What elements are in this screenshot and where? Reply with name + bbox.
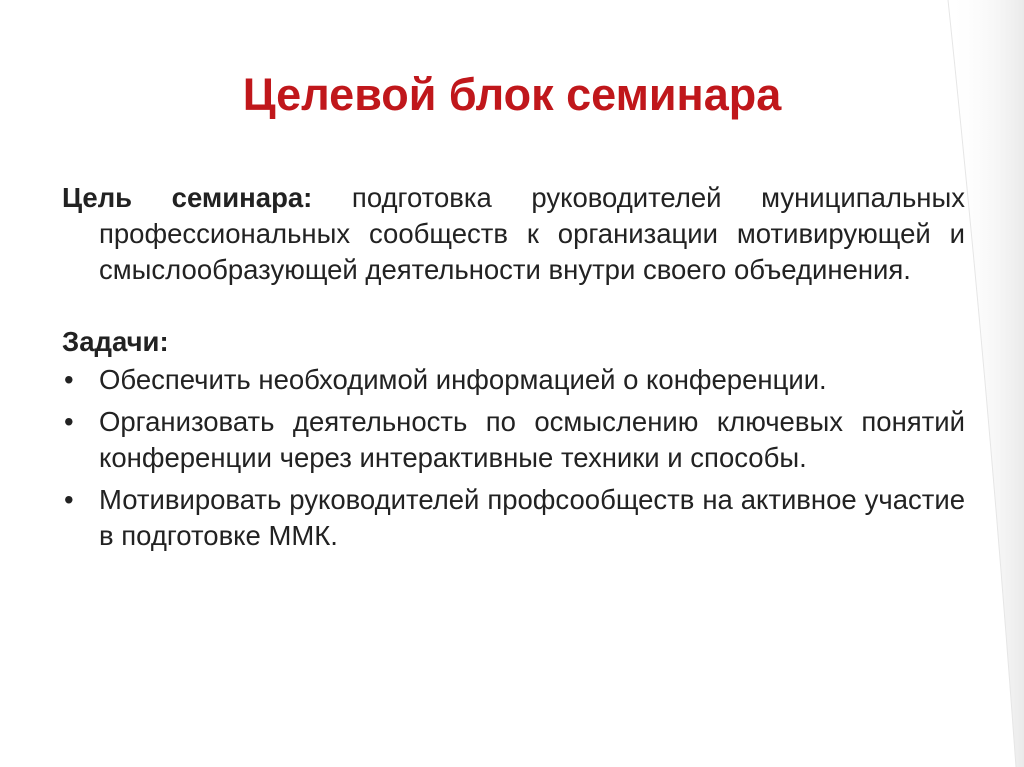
goal-label: Цель семинара: [62, 182, 313, 213]
task-list [62, 362, 965, 554]
task-item [62, 482, 965, 554]
task-text: Обеспечить необходимой информацией о конференции. [99, 364, 827, 395]
task-item [62, 362, 965, 398]
task-item [62, 404, 965, 476]
bullet-icon: • [64, 406, 74, 437]
task-text: Организовать деятельность по осмыслению ключевых понятий конференции через интерактивные техники и способы. [99, 406, 965, 473]
goal-paragraph [62, 180, 965, 288]
tasks-heading: Задачи: [62, 326, 169, 357]
goal-text: подготовка руководителей муниципальных профессиональных сообществ к организации мотивирующей и смыслообразующей деятельности внутри своего объединения. [99, 182, 965, 285]
bullet-icon: • [64, 484, 74, 515]
task-text: Мотивировать руководителей профсообществ на активное участие в подготовке ММК. [99, 484, 965, 551]
bullet-icon: • [64, 364, 74, 395]
slide-content [62, 180, 965, 560]
slide-title: Целевой блок семинара [242, 69, 782, 120]
